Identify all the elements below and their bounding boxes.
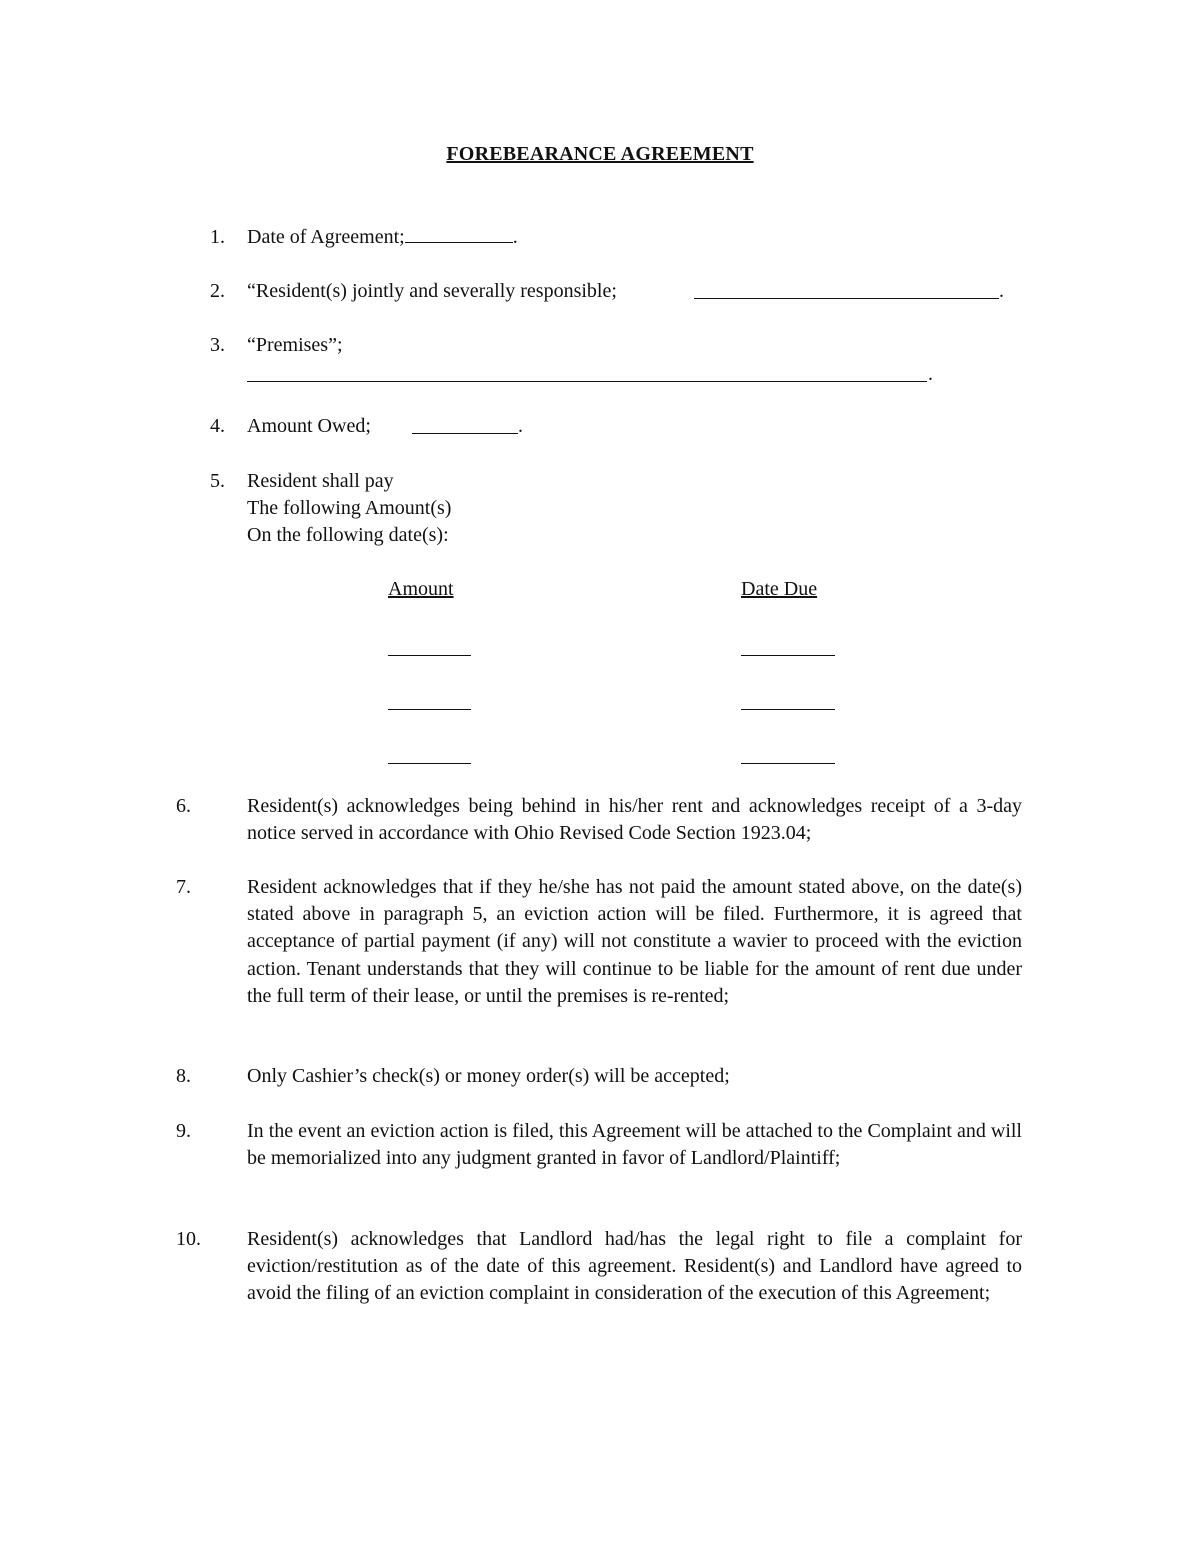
item-3-period: . xyxy=(928,363,933,385)
document-title: FOREBEARANCE AGREEMENT xyxy=(446,143,754,165)
item-6-number: 6. xyxy=(176,795,191,817)
amount-blank-3[interactable] xyxy=(388,763,471,764)
item-6-text: Resident(s) acknowledges being behind in his/her rent and acknowledges receipt of a 3-day notice served in accordance with Ohio Revised Code Section 1923.04; xyxy=(247,795,1022,845)
item-1-label: Date of Agreement; xyxy=(247,226,405,248)
amount-blank-2[interactable] xyxy=(388,709,471,710)
item-1-number: 1. xyxy=(210,226,225,248)
item-1-period: . xyxy=(512,226,518,248)
amount-column-header: Amount xyxy=(388,578,454,600)
amount-owed-blank[interactable] xyxy=(412,433,518,434)
item-5-line-3: On the following date(s): xyxy=(247,524,449,546)
item-4-number: 4. xyxy=(210,415,225,437)
item-5-number: 5. xyxy=(210,470,225,492)
item-10-text: Resident(s) acknowledges that Landlord had/has the legal right to file a complaint for eviction/restitution as of the date of this agreement. Resident(s) and Landlord have agreed to avoid the filing of an eviction complaint in consideration of the execution of this Agreement; xyxy=(247,1228,1022,1305)
item-8-text: Only Cashier’s check(s) or money order(s) will be accepted; xyxy=(247,1065,730,1087)
item-9-number: 9. xyxy=(176,1120,191,1142)
date-due-blank-3[interactable] xyxy=(741,763,835,764)
date-due-blank-1[interactable] xyxy=(741,655,835,656)
item-7-text: Resident acknowledges that if they he/she has not paid the amount stated above, on the date(s) stated above in paragraph 5, an eviction action will be filed. Furthermore, it is agreed that acceptance of partial payment (if any) will not constitute a wavier to proceed with the eviction action. Tenant understands that they will continue to be liable for the amount of rent due under the full term of their lease, or until the premises is re-rented; xyxy=(247,876,1022,1007)
date-of-agreement-blank[interactable] xyxy=(405,224,513,243)
item-8-number: 8. xyxy=(176,1065,191,1087)
item-10-number: 10. xyxy=(176,1228,201,1250)
item-3-number: 3. xyxy=(210,334,225,356)
date-due-column-header: Date Due xyxy=(741,578,818,600)
premises-blank[interactable] xyxy=(247,381,927,382)
item-2-number: 2. xyxy=(210,280,225,302)
item-5-line-2: The following Amount(s) xyxy=(247,497,452,519)
item-2-period: . xyxy=(999,280,1004,302)
item-4 xyxy=(247,413,371,440)
item-5-line-1: Resident shall pay xyxy=(247,470,394,492)
residents-blank[interactable] xyxy=(694,298,999,299)
item-2-label: “Resident(s) jointly and severally responsible; xyxy=(247,280,617,302)
item-9-text: In the event an eviction action is filed, this Agreement will be attached to the Complaint and will be memorialized into any judgment granted in favor of Landlord/Plaintiff; xyxy=(247,1120,1022,1170)
date-due-blank-2[interactable] xyxy=(741,709,835,710)
item-3-label: “Premises”; xyxy=(247,334,343,356)
item-2 xyxy=(247,278,617,305)
item-7-number: 7. xyxy=(176,876,191,898)
item-1 xyxy=(247,224,518,251)
item-4-label: Amount Owed; xyxy=(247,415,371,437)
amount-blank-1[interactable] xyxy=(388,655,471,656)
item-4-period: . xyxy=(518,415,523,437)
